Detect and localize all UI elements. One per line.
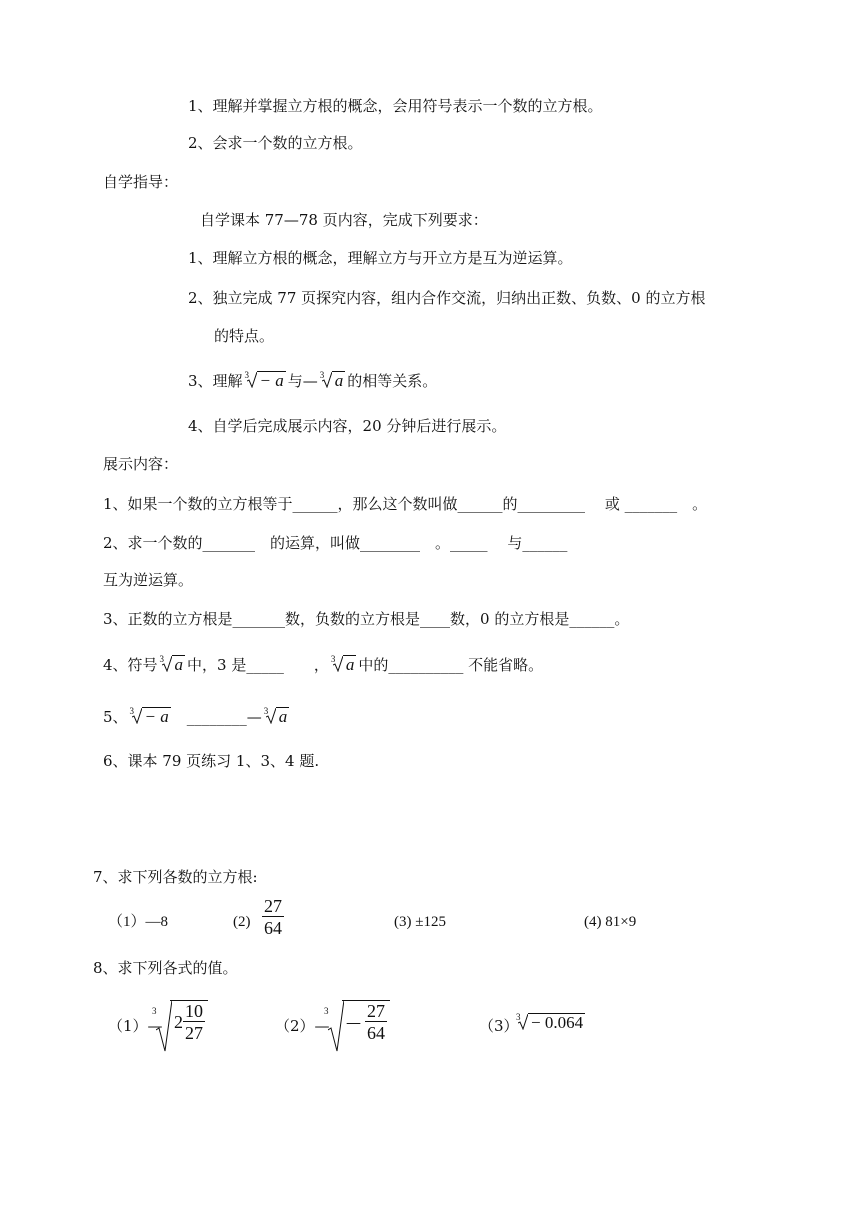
question-6: 6、课本 79 页练习 1、3、4 题. (103, 752, 320, 770)
guide-item-3 (188, 371, 437, 391)
question-5 (103, 707, 291, 727)
question-3: 3、正数的立方根是_______数，负数的立方根是____数，0 的立方根是______。 (103, 610, 630, 628)
guide-heading: 自学指导： (103, 173, 179, 191)
cube-root-a (160, 655, 186, 675)
cube-root-a (320, 371, 346, 391)
radical-sign-icon (333, 656, 343, 672)
q8-part-3-label: （3） (479, 1017, 519, 1035)
question-5-pre: 5、 (103, 708, 128, 726)
fraction (365, 1001, 387, 1044)
q8-part-1-expr (150, 1000, 208, 1044)
radical-sign-icon (328, 1000, 344, 1052)
question-4-pre: 4、符号 (103, 656, 158, 674)
fraction (183, 1001, 205, 1044)
show-heading: 展示内容： (103, 455, 179, 473)
question-4-post: 中的__________ 不能省略。 (358, 656, 544, 674)
radical-sign-icon (518, 1014, 528, 1030)
q7-part-2-label: (2) (233, 914, 251, 930)
cube-root-neg-a (245, 371, 286, 391)
root-index: 3 (152, 1006, 157, 1016)
q7-part-1: （1）—8 (108, 914, 169, 930)
q8-part-1-label: （1）— (108, 1017, 163, 1035)
cube-root-a (264, 707, 290, 727)
numerator: 27 (367, 1001, 385, 1021)
q7-part-2-fraction (262, 896, 284, 939)
radicand: a (332, 371, 346, 390)
question-2-cont: 互为逆运算。 (103, 571, 194, 589)
root-index: 3 (324, 1006, 329, 1016)
radicand: a (343, 655, 357, 674)
guide-item-4: 4、自学后完成展示内容，20 分钟后进行展示。 (188, 417, 507, 435)
root-index: 3 (330, 654, 336, 664)
radicand (342, 1000, 390, 1044)
guide-item-2-cont: 的特点。 (214, 327, 275, 345)
root-index: 3 (244, 370, 250, 380)
denominator: 27 (185, 1023, 203, 1043)
denominator: 64 (367, 1023, 385, 1043)
whole-part: 2 (174, 1012, 183, 1032)
radicand: − 0.064 (528, 1013, 585, 1032)
question-1: 1、如果一个数的立方根等于______，那么这个数叫做______的_________ 或 _______ 。 (103, 495, 708, 513)
q7-title: 7、求下列各数的立方根: (93, 868, 258, 886)
numerator: 10 (185, 1001, 203, 1021)
radical-sign-icon (247, 372, 257, 388)
radical-sign-icon (266, 708, 276, 724)
guide-item-3-pre: 3、理解 (188, 372, 243, 390)
question-4-mid: 中，3 是_____ ， (187, 656, 329, 674)
goal-2: 2、会求一个数的立方根。 (188, 134, 363, 152)
denominator: 64 (264, 918, 282, 938)
goal-1: 1、理解并掌握立方根的概念，会用符号表示一个数的立方根。 (188, 97, 603, 115)
q8-title: 8、求下列各式的值。 (93, 959, 238, 977)
guide-item-2: 2、独立完成 77 页探究内容，组内合作交流，归纳出正数、负数、0 的立方根 (188, 289, 706, 307)
numerator: 27 (264, 896, 282, 916)
guide-item-3-post: 的相等关系。 (347, 372, 438, 390)
fraction (262, 896, 284, 939)
question-5-mid: ________— (186, 708, 262, 726)
root-index: 3 (129, 706, 135, 716)
root-index: 3 (319, 370, 325, 380)
q7-part-3: (3) ±125 (394, 914, 446, 930)
radical-sign-icon (156, 1000, 172, 1052)
radicand (170, 1000, 208, 1044)
guide-intro: 自学课本 77—78 页内容，完成下列要求： (200, 211, 488, 229)
q8-part-2-label: （2）— (275, 1017, 330, 1035)
cube-root-negative-fraction (322, 1000, 390, 1044)
radical-sign-icon (132, 708, 142, 724)
minus-sign: — (346, 1013, 361, 1032)
cube-root-a (331, 655, 357, 675)
guide-item-1: 1、理解立方根的概念，理解立方与开立方是互为逆运算。 (188, 249, 573, 267)
cube-root-neg-a (130, 707, 171, 727)
q7-part-4: (4) 81×9 (584, 914, 637, 930)
radical-sign-icon (162, 656, 172, 672)
radicand: a (276, 707, 290, 726)
cube-root-decimal (516, 1013, 585, 1033)
question-2: 2、求一个数的_______ 的运算，叫做________ 。_____ 与______ (103, 534, 568, 552)
root-index: 3 (516, 1012, 521, 1022)
radicand: − a (257, 371, 286, 390)
radicand: a (172, 655, 186, 674)
cube-root-mixed-number (150, 1000, 208, 1044)
radicand: − a (142, 707, 171, 726)
question-4 (103, 655, 543, 675)
q8-part-3-expr (514, 1013, 587, 1033)
q8-part-2-expr (322, 1000, 390, 1044)
root-index: 3 (263, 706, 269, 716)
guide-item-3-mid: 与— (287, 372, 318, 390)
root-index: 3 (159, 654, 165, 664)
radical-sign-icon (322, 372, 332, 388)
